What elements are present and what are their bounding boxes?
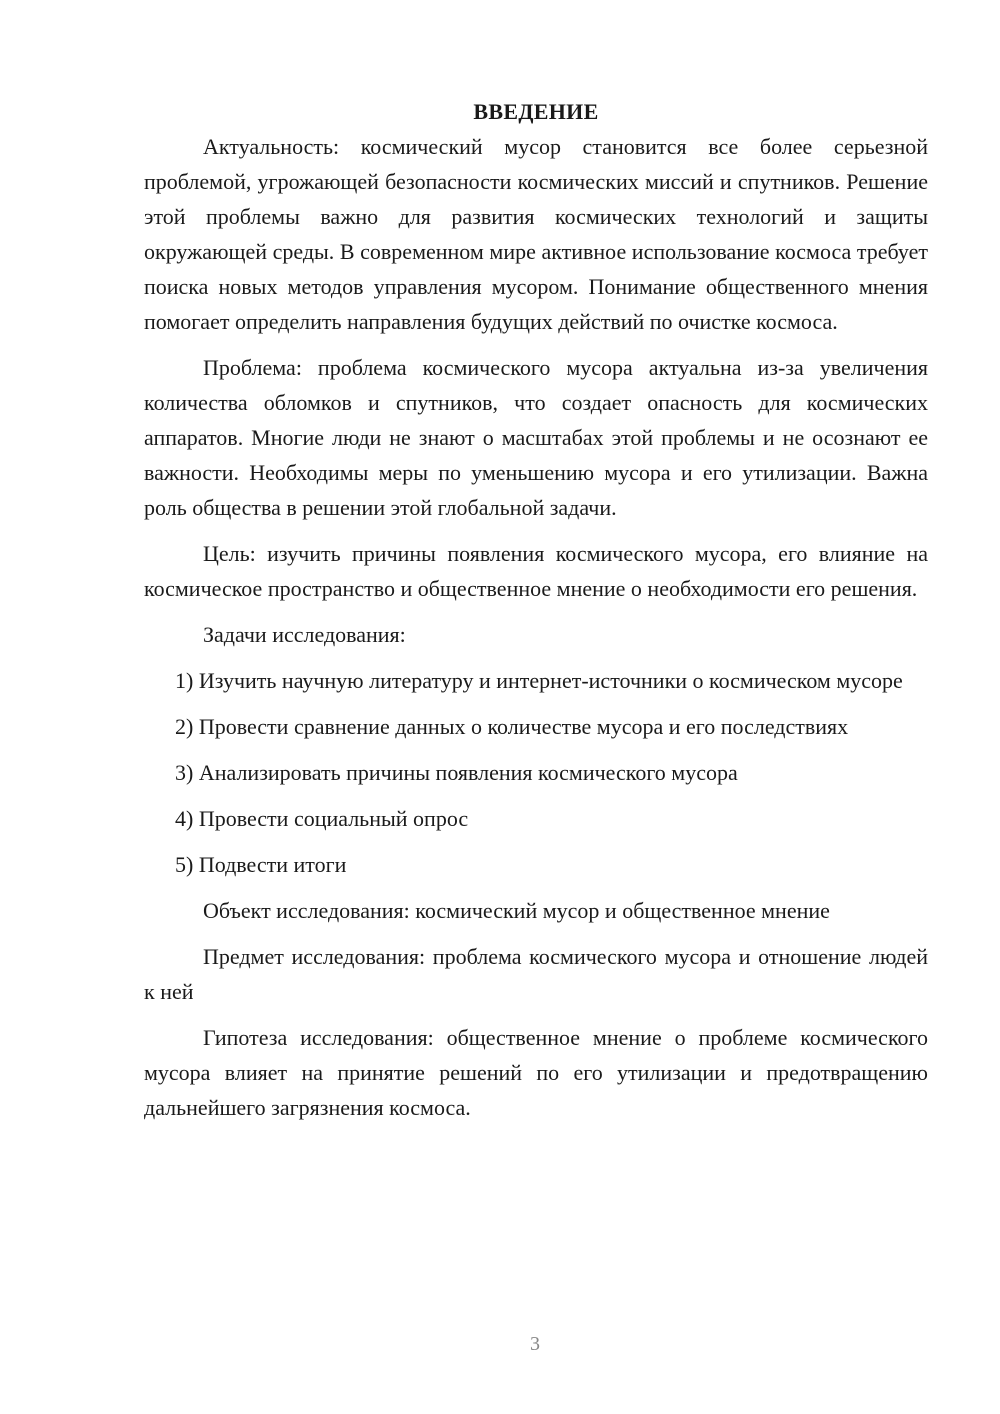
task-item-3: 3) Анализировать причины появления космического мусора [175, 760, 738, 785]
subject-paragraph: Предмет исследования: проблема космического мусора и отношение людей к ней [144, 944, 928, 1004]
page-number: 3 [530, 1333, 540, 1355]
object-paragraph: Объект исследования: космический мусор и общественное мнение [203, 898, 830, 923]
section-heading: ВВЕДЕНИЕ [473, 99, 599, 124]
task-item-2: 2) Провести сравнение данных о количестве мусора и его последствиях [175, 714, 849, 739]
task-item-1: 1) Изучить научную литературу и интернет-источники о космическом мусоре [175, 668, 903, 693]
task-item-4: 4) Провести социальный опрос [175, 806, 469, 831]
tasks-heading: Задачи исследования: [203, 622, 406, 647]
goal-paragraph: Цель: изучить причины появления космического мусора, его влияние на космическое пространство и общественное мнение о необходимости его решения. [144, 541, 928, 601]
problem-paragraph: Проблема: проблема космического мусора актуальна из-за увеличения количества обломков и спутников, что создает опасность для космических аппаратов. Многие люди не знают о масштабах этой проблемы и не осознают ее важности. Необходимы меры по уменьшению мусора и его утилизации. Важна роль общества в решении этой глобальной задачи. [144, 355, 928, 520]
hypothesis-paragraph: Гипотеза исследования: общественное мнение о проблеме космического мусора влияет на принятие решений по его утилизации и предотвращению дальнейшего загрязнения космоса. [144, 1025, 928, 1120]
page-content [144, 94, 928, 1125]
task-item-5: 5) Подвести итоги [175, 852, 347, 877]
relevance-paragraph: Актуальность: космический мусор становится все более серьезной проблемой, угрожающей безопасности космических миссий и спутников. Решение этой проблемы важно для развития космических технологий и защиты окружающей среды. В современном мире активное использование космоса требует поиска новых методов управления мусором. Понимание общественного мнения помогает определить направления будущих действий по очистке космоса. [144, 134, 928, 334]
